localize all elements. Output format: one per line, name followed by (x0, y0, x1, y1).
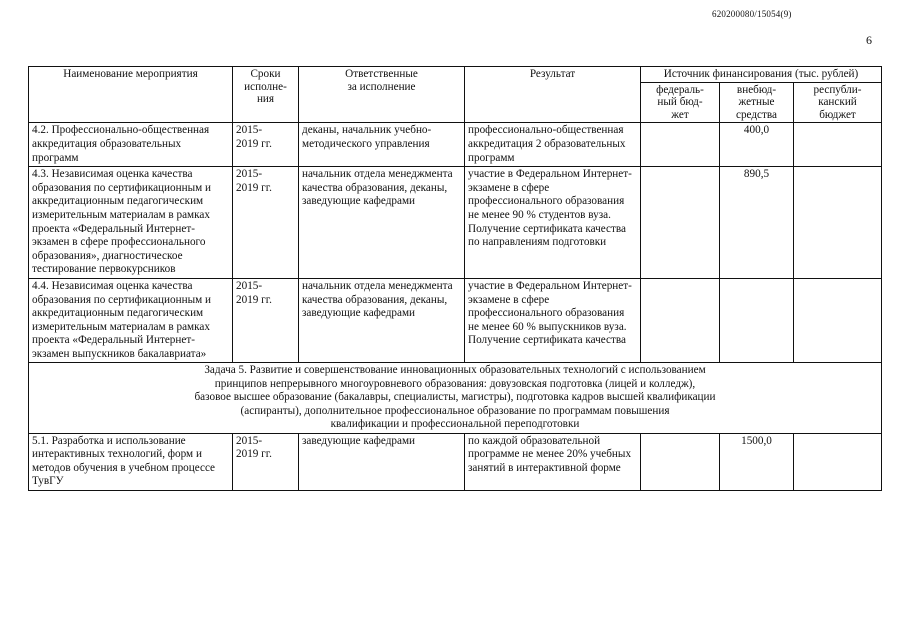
cell-federal (641, 123, 720, 167)
cell-federal (641, 278, 720, 363)
column-header-federal: федераль- ный бюд- жет (641, 82, 720, 123)
cell-responsible: начальник отдела менеджмента качества образования, деканы, заведующие кафедрами (299, 167, 465, 279)
cell-name: 4.2. Профессионально-общественная аккредитация образовательных программ (29, 123, 233, 167)
column-header-republic: республи- канский бюджет (794, 82, 882, 123)
cell-extrabudget: 890,5 (720, 167, 794, 279)
cell-result: участие в Федеральном Интернет-экзамене в сфере профессионального образования не менее 60 % выпускников вуза. Получение сертификата качества (465, 278, 641, 363)
column-header-name: Наименование мероприятия (29, 67, 233, 123)
action-plan-table (28, 66, 882, 491)
table-row (29, 278, 882, 363)
column-header-responsible: Ответственные за исполнение (299, 67, 465, 123)
cell-responsible: начальник отдела менеджмента качества образования, деканы, заведующие кафедрами (299, 278, 465, 363)
document-code: 620200080/15054(9) (712, 9, 792, 19)
column-header-extrabudget: внебюд- жетные средства (720, 82, 794, 123)
cell-terms: 2015- 2019 гг. (233, 167, 299, 279)
table-header-row (29, 67, 882, 83)
column-header-terms: Сроки исполне- ния (233, 67, 299, 123)
task-heading-row (29, 363, 882, 433)
cell-republic (794, 123, 882, 167)
cell-extrabudget (720, 278, 794, 363)
cell-federal (641, 433, 720, 490)
page-number: 6 (866, 33, 872, 47)
cell-terms: 2015- 2019 гг. (233, 123, 299, 167)
cell-name: 4.4. Независимая оценка качества образования по сертификационным и аккредитационным педагогическим измерительным материалам в рамках проекта «Федеральный Интернет-экзамен выпускников бакалавриата» (29, 278, 233, 363)
cell-result: участие в Федеральном Интернет-экзамене в сфере профессионального образования не менее 90 % студентов вуза. Получение сертификата качества по направлениям подготовки (465, 167, 641, 279)
cell-result: профессионально-общественная аккредитация 2 образовательных программ (465, 123, 641, 167)
cell-extrabudget: 1500,0 (720, 433, 794, 490)
cell-terms: 2015- 2019 гг. (233, 278, 299, 363)
cell-terms: 2015- 2019 гг. (233, 433, 299, 490)
cell-federal (641, 167, 720, 279)
column-header-result: Результат (465, 67, 641, 123)
cell-responsible: заведующие кафедрами (299, 433, 465, 490)
table-row (29, 123, 882, 167)
table-row (29, 167, 882, 279)
cell-extrabudget: 400,0 (720, 123, 794, 167)
cell-result: по каждой образовательной программе не менее 20% учебных занятий в интерактивной форме (465, 433, 641, 490)
cell-republic (794, 167, 882, 279)
table-row (29, 433, 882, 490)
task-5-heading: Задача 5. Развитие и совершенствование инновационных образовательных технологий с использованием принципов непрерывного многоуровневого образования: довузовская подготовка (лицей и колледж), базовое высшее образование (бакалавры, специалисты, магистры), подготовка кадров высшей квалификации (аспиранты), дополнительное профессиональное образование по программам повышения квалификации и профессиональной переподготовки (29, 363, 882, 433)
cell-republic (794, 278, 882, 363)
cell-name: 5.1. Разработка и использование интерактивных технологий, форм и методов обучения в учебном процессе ТувГУ (29, 433, 233, 490)
cell-responsible: деканы, начальник учебно-методического управления (299, 123, 465, 167)
cell-name: 4.3. Независимая оценка качества образования по сертификационным и аккредитационным педагогическим измерительным материалам в рамках проекта «Федеральный Интернет-экзамен в сфере профессионального образования», диагностическое тестирование первокурсников (29, 167, 233, 279)
cell-republic (794, 433, 882, 490)
column-header-funding: Источник финансирования (тыс. рублей) (641, 67, 882, 83)
